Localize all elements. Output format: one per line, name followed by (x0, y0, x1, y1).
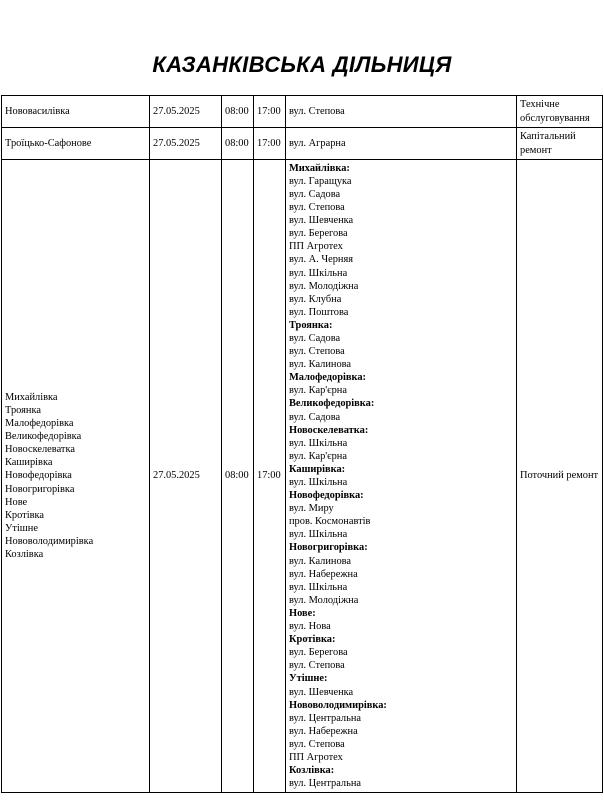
street-name: вул. Шкільна (289, 477, 348, 488)
start-time-cell: 08:00 (222, 96, 254, 128)
street-name: ПП Агротех (289, 241, 343, 253)
start-time-cell: 08:00 (222, 160, 254, 793)
settlement-name: Новоскелеватка (5, 444, 75, 456)
settlements-cell (2, 160, 150, 793)
street-name: вул. Шкільна (289, 267, 348, 279)
village-heading: Великофедорівка: (289, 398, 375, 410)
street-name: вул. Садова (289, 332, 341, 344)
village-heading: Новогригорівка: (289, 542, 368, 554)
street-name: вул. Степова (289, 105, 345, 117)
date-cell: 27.05.2025 (150, 160, 222, 793)
street-name: вул. Клубна (289, 293, 342, 305)
street-name: вул. Калинова (289, 359, 352, 371)
settlement-name: Троянка (5, 404, 41, 416)
street-name: вул. Миру (289, 503, 334, 515)
street-name: вул. Молодіжна (289, 594, 359, 606)
street-name: вул. Берегова (289, 228, 348, 240)
street-name: вул. Гаращука (289, 175, 352, 187)
village-heading: Нововолодимирівка: (289, 699, 387, 711)
street-name: вул. Кар'єрна (289, 450, 347, 462)
street-name: вул. Набережна (289, 725, 358, 737)
street-name: вул. Степова (289, 660, 345, 672)
settlement-name: Малофедорівка (5, 418, 74, 430)
start-time-cell: 08:00 (222, 128, 254, 160)
street-name: вул. Молодіжна (289, 280, 359, 292)
settlement-name: Нове (5, 496, 28, 508)
end-time-cell: 17:00 (254, 96, 286, 128)
streets-cell (286, 96, 517, 128)
village-heading: Малофедорівка: (289, 372, 366, 384)
page-title: КАЗАНКІВСЬКА ДІЛЬНИЦЯ (152, 52, 452, 77)
village-heading: Утішне: (289, 673, 328, 685)
streets-cell (286, 160, 517, 793)
street-name: вул. А. Черняя (289, 254, 354, 266)
street-name: вул. Садова (289, 188, 341, 200)
work-type-cell: Технічне обслуговування (517, 96, 603, 128)
settlement-name: Михайлівка (5, 391, 58, 403)
work-type-cell: Поточний ремонт (517, 160, 603, 793)
outage-schedule-table (1, 95, 603, 793)
street-name: вул. Степова (289, 738, 345, 750)
table-row (2, 128, 603, 160)
street-name: вул. Центральна (289, 712, 362, 724)
village-heading: Новофедорівка: (289, 490, 364, 502)
street-name: вул. Поштова (289, 306, 349, 318)
village-heading: Троянка: (289, 319, 333, 331)
village-heading: Козлівка: (289, 765, 335, 777)
street-name: вул. Шкільна (289, 529, 348, 541)
street-name: вул. Шевченка (289, 686, 354, 698)
date-cell: 27.05.2025 (150, 96, 222, 128)
street-name: вул. Калинова (289, 555, 352, 567)
village-heading: Нове: (289, 607, 316, 619)
settlement-name: Новофедорівка (5, 470, 72, 482)
street-name: вул. Нова (289, 621, 331, 633)
village-heading: Михайлівка: (289, 162, 350, 174)
settlement-name: Новогригорівка (5, 483, 75, 495)
table-row (2, 96, 603, 128)
end-time-cell: 17:00 (254, 128, 286, 160)
street-name: вул. Степова (289, 346, 345, 358)
street-name: вул. Садова (289, 411, 341, 423)
settlement-name: Троїцько-Сафонове (5, 137, 92, 149)
settlement-name: Каширівка (5, 457, 53, 469)
street-name: вул. Шкільна (289, 581, 348, 593)
street-name: вул. Набережна (289, 568, 358, 580)
settlement-name: Нововасилівка (5, 105, 70, 117)
street-name: вул. Центральна (289, 778, 362, 790)
village-heading: Каширівка: (289, 463, 346, 475)
settlements-cell (2, 96, 150, 128)
street-name: вул. Берегова (289, 647, 348, 659)
street-name: вул. Шевченка (289, 215, 354, 227)
village-heading: Кротівка: (289, 634, 336, 646)
settlement-name: Утішне (5, 522, 38, 534)
settlements-cell (2, 128, 150, 160)
settlement-name: Кротівка (5, 509, 45, 521)
street-name: пров. Космонавтів (289, 516, 371, 528)
end-time-cell: 17:00 (254, 160, 286, 793)
work-type-cell: Капітальний ремонт (517, 128, 603, 160)
village-heading: Новоскелеватка: (289, 424, 369, 436)
settlement-name: Нововолодимирівка (5, 535, 94, 547)
settlement-name: Великофедорівка (5, 431, 82, 443)
street-name: ПП Агротех (289, 751, 343, 763)
street-name: вул. Степова (289, 202, 345, 214)
settlement-name: Козлівка (5, 549, 44, 561)
date-cell: 27.05.2025 (150, 128, 222, 160)
street-name: вул. Аграрна (289, 137, 346, 149)
street-name: вул. Шкільна (289, 437, 348, 449)
table-row (2, 160, 603, 793)
street-name: вул. Кар'єрна (289, 385, 347, 397)
streets-cell (286, 128, 517, 160)
